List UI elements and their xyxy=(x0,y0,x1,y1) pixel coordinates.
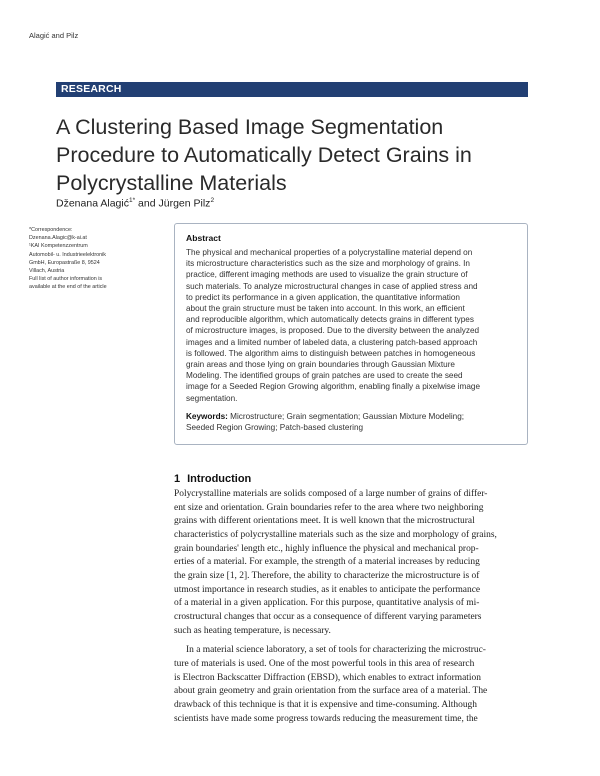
running-head: Alagić and Pilz xyxy=(29,31,79,40)
body-line: ture of materials is used. One of the most powerful tools in this area of research xyxy=(174,658,475,669)
abstract-line: Modeling. The identified groups of grain patches are used to create the seed xyxy=(186,371,463,381)
body-line: grains with different orientations meet. It is well known that the microstructural xyxy=(174,516,475,527)
author-affiliation-mark: 1* xyxy=(128,197,136,204)
abstract-line: such materials. To analyze microstructural changes in case of applied stress and xyxy=(186,281,478,291)
body-line: is Electron Backscatter Diffraction (EBSD), which enables to extract information xyxy=(174,672,481,683)
body-line: of a material in a given application. For this purpose, quantitative analysis of mi- xyxy=(174,598,480,609)
body-line: drawback of this technique is that it is expensive and time-consuming. Although xyxy=(174,699,477,710)
abstract-box xyxy=(174,223,528,445)
abstract-line: is followed. The algorithm aims to distinguish between patches in homogeneous xyxy=(186,348,476,358)
abstract-line: of microstructure images, is proposed. Due to the diversity between the analyzed xyxy=(186,326,480,336)
note-line: ¹KAI Kompetenzzentrum xyxy=(29,243,88,250)
body-line: utmost importance in research studies, as it enables to anticipate the performance xyxy=(174,584,481,595)
body-line: crostructural changes that occur as a consequence of different varying parameters xyxy=(174,611,482,622)
abstract-line: images and a limited number of labeled data, a clustering patch-based approach xyxy=(186,337,478,347)
body-line: about grain geometry and grain orientation from the surface area of a material. The xyxy=(174,686,488,697)
body-line: the grain size [1, 2]. Therefore, the ability to characterize the microstructure is of xyxy=(174,570,480,581)
keywords-line: Seeded Region Growing; Patch-based clustering xyxy=(186,423,364,433)
title-line: Polycrystalline Materials xyxy=(56,171,287,195)
author-name: Jürgen Pilz xyxy=(158,197,211,210)
article-title xyxy=(56,113,526,197)
abstract-heading: Abstract xyxy=(186,233,221,243)
body-line: In a material science laboratory, a set of tools for characterizing the microstruc- xyxy=(186,645,486,656)
author-affiliation-mark: 2 xyxy=(210,197,215,204)
title-line: A Clustering Based Image Segmentation xyxy=(56,115,444,139)
abstract-line: about the grain structure must be taken into account. In this work, an efficient xyxy=(186,304,465,314)
body-line: such as heating temperature, is necessary. xyxy=(174,625,331,636)
abstract-line: practice, different imaging methods are used to visualize the grain structure of xyxy=(186,270,468,280)
section-title: Introduction xyxy=(187,473,252,485)
note-line: Villach, Austria xyxy=(29,268,65,275)
title-line: Procedure to Automatically Detect Grains in xyxy=(56,143,472,167)
body-line: characteristics of polycrystalline materials such as the size and morphology of grains, xyxy=(174,529,497,540)
section-heading xyxy=(174,473,251,485)
abstract-text xyxy=(186,247,517,404)
body-line: erties of a material. For example, the strength of a material increases by reducing xyxy=(174,557,480,568)
abstract-line: The physical and mechanical properties of a polycrystalline material depend on xyxy=(186,248,473,257)
correspondence-notes xyxy=(29,226,164,292)
keywords xyxy=(186,411,517,433)
abstract-line: and reproducible algorithm, which automatically detects grains in different types xyxy=(186,315,474,325)
section-banner: RESEARCH xyxy=(56,82,528,97)
body-text xyxy=(174,488,530,726)
author-conjunction: and xyxy=(135,197,159,210)
keywords-label: Keywords: xyxy=(186,411,228,421)
author-line xyxy=(56,197,214,210)
note-line: GmbH, Europastraße 8, 9524 xyxy=(29,259,100,266)
section-number: 1 xyxy=(174,473,181,485)
body-line: ent size and orientation. Grain boundaries refer to the area where two neighboring xyxy=(174,502,484,513)
body-line: scientists have made some progress towards reducing the measurement time, the xyxy=(174,713,478,724)
body-line: grain boundaries' length etc., highly influence the physical and mechanical prop- xyxy=(174,543,479,554)
note-line: *Correspondence: xyxy=(29,227,73,233)
abstract-line: grain areas and those lying on grain boundaries through Gaussian Mixture xyxy=(186,360,455,370)
keywords-text: Microstructure; Grain segmentation; Gaussian Mixture Modeling; xyxy=(227,411,465,421)
note-line: Full list of author information is xyxy=(29,276,103,283)
body-line: Polycrystalline materials are solids composed of a large number of grains of differ- xyxy=(174,489,488,499)
abstract-line: to predict its performance in a given application, the quantitative information xyxy=(186,292,460,302)
abstract-line: image for a Seeded Region Growing algorithm, enabling finally a pixelwise image xyxy=(186,382,481,392)
abstract-line: its microstructure characteristics such as the size and morphology of grains. In xyxy=(186,259,470,269)
author-name: Dženana Alagić xyxy=(56,197,129,210)
note-line: Dzenana.Alagic@k-ai.at xyxy=(29,235,87,242)
note-line: available at the end of the article xyxy=(29,284,107,291)
note-line: Automobil- u. Industrieelektronik xyxy=(29,251,107,258)
keywords-line xyxy=(186,411,517,422)
abstract-line: segmentation. xyxy=(186,393,238,403)
